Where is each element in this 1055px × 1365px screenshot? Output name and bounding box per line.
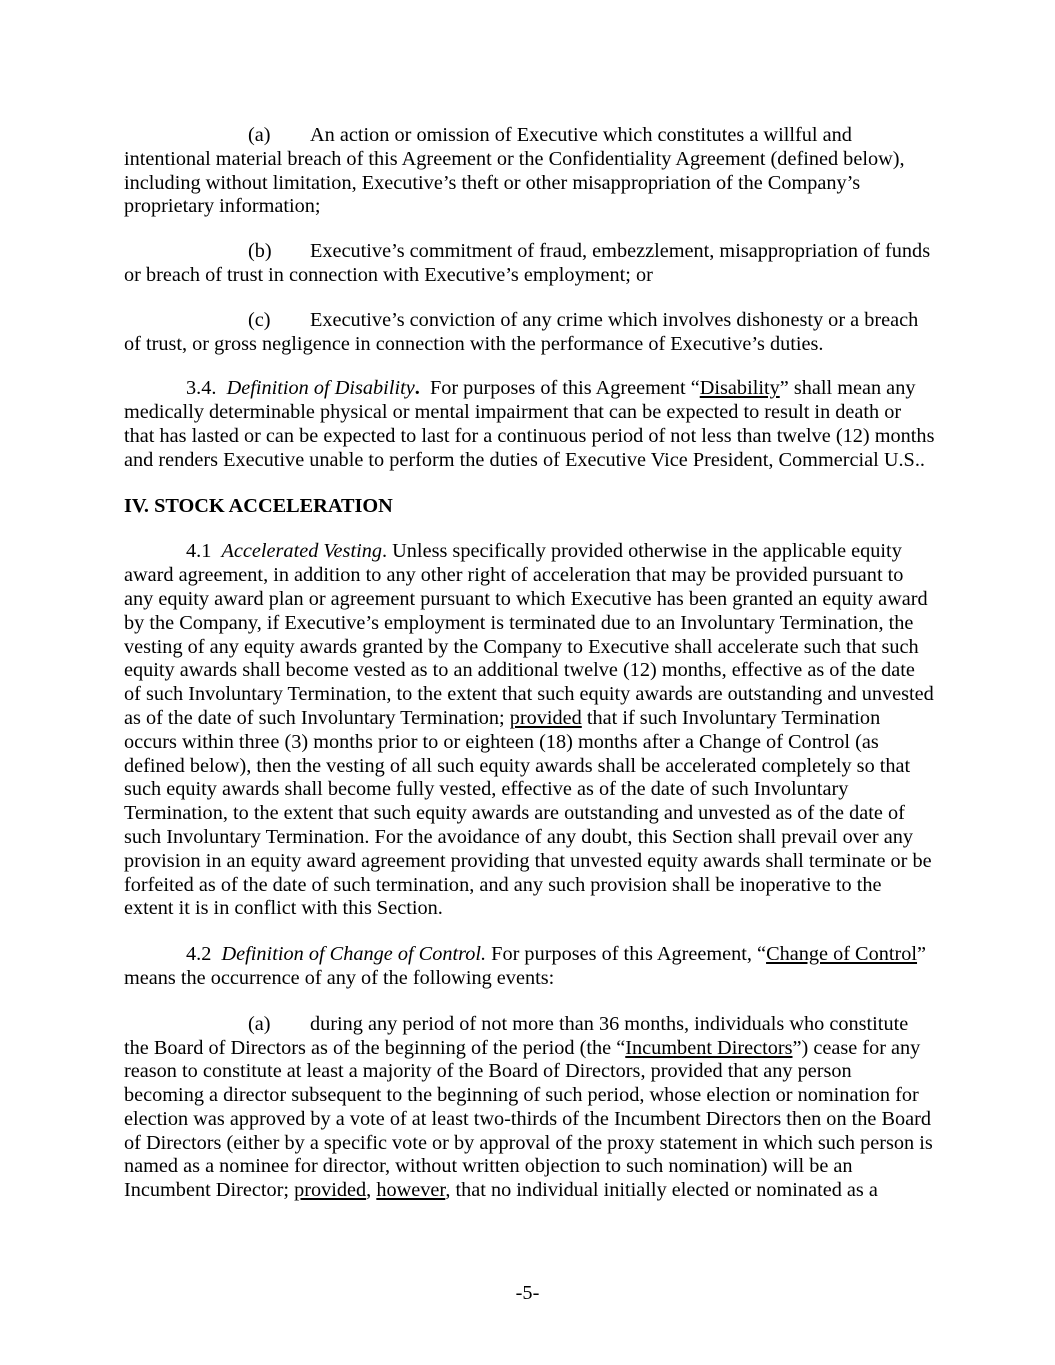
clause-4-2-a	[124, 1013, 936, 1203]
clause-text: An action or omission of Executive which constitutes a willful and intentional material breach of this Agreement or the Confidentiality Agreement (defined below), including without limitation, Executive’s theft or other misappropriation of the Company’s proprietary information;	[124, 124, 905, 218]
clause-text: Executive’s conviction of any crime which involves dishonesty or a breach of trust, or gross negligence in connection with the performance of Executive’s duties.	[124, 308, 919, 355]
section-number: 4.2	[186, 943, 212, 966]
clause-text: Executive’s commitment of fraud, embezzlement, misappropriation of funds or breach of trust in connection with Executive’s employment; or	[124, 240, 931, 286]
section-body: ” shall mean any medically determinable physical or mental impairment that can be expected to result in death or that has lasted or can be expected to last for a continuous period of not less than twelve (12) months and renders Executive unable to perform the duties of Executive Vice President, Commercial U.S..	[124, 377, 935, 471]
section-title: Definition of Change of Control.	[221, 943, 487, 966]
section-body-part-1: . Unless specifically provided otherwise in the applicable equity award agreement, in addition to any other right of acceleration that may be provided pursuant to any equity award plan or agreement pursuant to which Executive has been granted an equity award by the Company, if Executive’s employment is terminated due to an Involuntary Termination, the vesting of any equity awards granted by the Company to Executive shall accelerate such that such equity awards shall become vested as to an additional twelve (12) months, effective as of the date of such Involuntary Termination, to the extent that such equity awards are outstanding and unvested as of the date of such Involuntary Termination;	[124, 540, 934, 729]
clause-label: (a)	[248, 1012, 271, 1035]
clause-comma: ,	[366, 1179, 377, 1202]
defined-term-disability: Disability	[699, 377, 780, 400]
clause-3-3-a	[124, 124, 936, 219]
section-4-2	[124, 943, 936, 991]
clause-label: (b)	[248, 240, 272, 263]
section-title: Accelerated Vesting	[221, 540, 382, 563]
section-number: 4.1	[186, 540, 212, 563]
section-body-part-2: that if such Involuntary Termination occurs within three (3) months prior to or eighteen (18) months after a Change of Control (as defined below), then the vesting of all such equity awards shall be accelerated completely so that such equity awards shall become fully vested, effective as of the date of such Involuntary Termination, to the extent that such equity awards are outstanding and unvested as of the date of such Involuntary Termination. For the avoidance of any doubt, this Section shall prevail over any provision in an equity award agreement providing that unvested equity awards shall terminate or be forfeited as of the date of such termination, and any such provision shall be inoperative to the extent it is in conflict with this Section.	[124, 706, 932, 920]
section-title-period: .	[414, 377, 420, 400]
page-number: -5-	[515, 1282, 540, 1304]
article-heading: IV. STOCK ACCELERATION	[124, 494, 393, 517]
clause-label: (c)	[248, 308, 271, 331]
clause-text-part-2: ”) cease for any reason to constitute at least a majority of the Board of Directors, provided that any person becoming a director subsequent to the beginning of such period, whose election or nomination for election was approved by a vote of at least two-thirds of the Incumbent Directors then on the Board of Directors (either by a specific vote or by approval of the proxy statement in which such person is named as a nominee for director, without written objection to such nomination) will be an Incumbent Director;	[124, 1036, 933, 1202]
provided-term: provided	[509, 706, 582, 729]
section-intro: For purposes of this Agreement, “	[486, 943, 767, 966]
section-3-4	[124, 377, 936, 472]
clause-text-part-1: during any period of not more than 36 months, individuals who constitute the Board of Directors as of the beginning of the period (the “	[124, 1012, 909, 1059]
however-term: however	[376, 1179, 446, 1202]
section-number: 3.4.	[186, 377, 217, 400]
provided-term: provided	[294, 1179, 367, 1202]
document-page	[124, 124, 936, 1203]
clause-text-part-3: , that no individual initially elected or nominated as a	[445, 1179, 878, 1202]
clause-3-3-c	[124, 309, 936, 357]
clause-label: (a)	[248, 124, 271, 146]
section-intro: For purposes of this Agreement “	[429, 377, 700, 400]
clause-3-3-b	[124, 240, 936, 288]
defined-term-incumbent-directors: Incumbent Directors	[625, 1036, 793, 1059]
section-4-1	[124, 540, 936, 921]
section-title: Definition of Disability	[226, 377, 415, 400]
section-body: ” means the occurrence of any of the following events:	[124, 943, 927, 989]
defined-term-change-of-control: Change of Control	[766, 943, 918, 966]
